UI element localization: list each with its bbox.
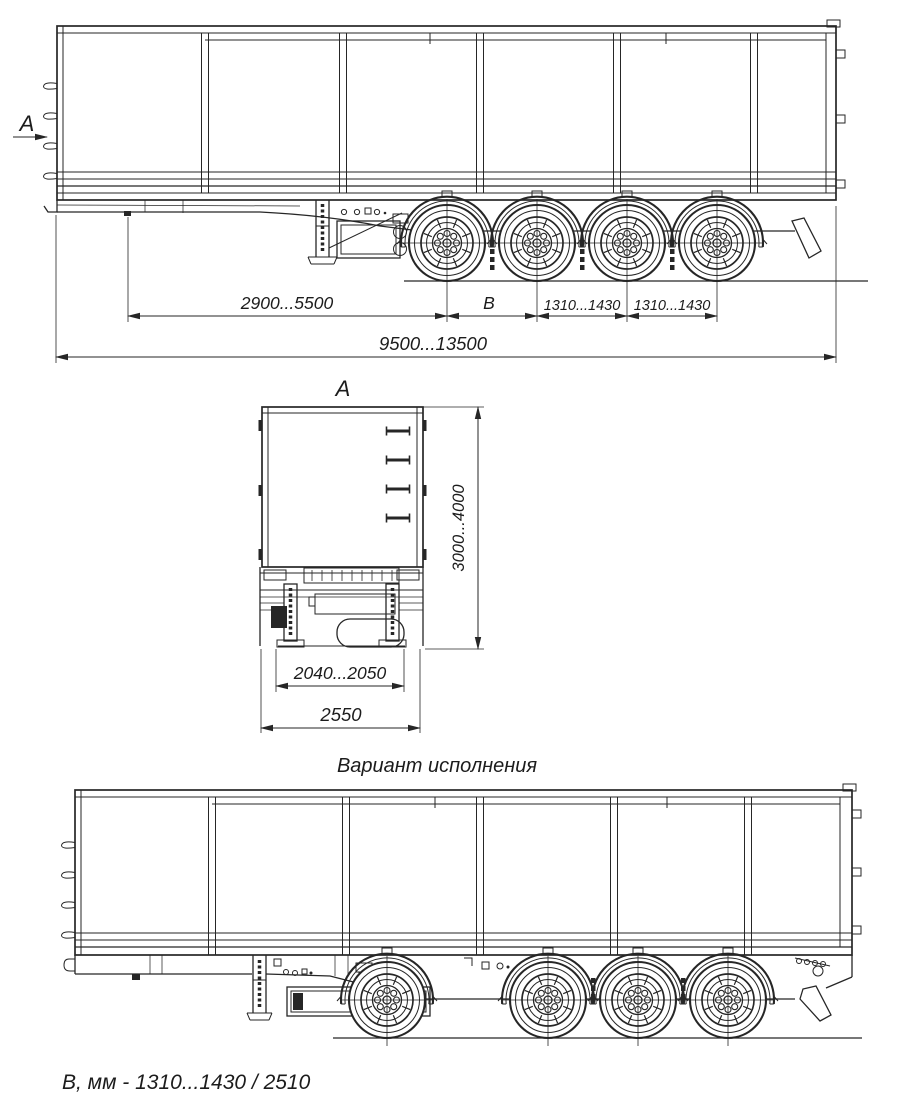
wheel-icon — [401, 199, 493, 289]
wheel-icon — [592, 956, 684, 1046]
rope-hook-icon — [62, 932, 76, 938]
wheel-icon — [502, 956, 594, 1046]
spring-hanger — [591, 978, 596, 999]
ladder-rung-icon — [387, 427, 410, 436]
ladder-rung-icon — [387, 514, 410, 523]
wheel-icon — [671, 199, 763, 289]
front-view-chassis — [260, 567, 423, 647]
front-view-dimensions — [261, 407, 484, 733]
front-view — [259, 376, 485, 733]
wheel-icon — [581, 199, 673, 289]
dim-track-width: 2040...2050 — [293, 663, 387, 683]
footnote-axle-note: В, мм - 1310...1430 / 2510 — [62, 1071, 311, 1094]
wheel-icon — [341, 956, 433, 1046]
front-view-label-a: А — [335, 376, 351, 401]
rope-hook-icon — [44, 173, 58, 179]
kingpin — [124, 211, 131, 216]
front-view-body — [259, 407, 427, 567]
spring-hanger — [670, 249, 675, 270]
rope-hook-icon — [44, 83, 58, 89]
rear-bracket — [792, 218, 821, 258]
rope-hook-icon — [44, 113, 58, 119]
dim-axle-spacing-2: 1310...1430 — [543, 298, 621, 314]
dim-body-height: 3000...4000 — [450, 484, 468, 572]
side-view — [13, 20, 868, 363]
variant-caption: Вариант исполнения — [336, 755, 538, 777]
landing-gear — [247, 955, 272, 1020]
rope-hook-icon — [44, 143, 58, 149]
spring-hanger — [580, 249, 585, 270]
side-view-wheels — [397, 191, 767, 289]
variant-view — [62, 755, 863, 1046]
wheel-icon — [491, 199, 583, 289]
variant-wheels — [337, 948, 778, 1046]
ladder-rung-icon — [387, 485, 410, 494]
dim-overall-width: 2550 — [320, 704, 362, 725]
spring-hanger — [681, 978, 686, 999]
side-view-label-a: А — [19, 111, 35, 136]
wheel-icon — [682, 956, 774, 1046]
variant-body — [62, 784, 862, 955]
ladder-rung-icon — [387, 456, 410, 465]
dim-axle-spacing-3: 1310...1430 — [633, 298, 711, 314]
rope-hook-icon — [62, 872, 76, 878]
dim-kingpin-to-first-axle: 2900...5500 — [240, 293, 334, 313]
dim-axle-spacing-b: В — [483, 293, 495, 313]
rope-hook-icon — [62, 842, 76, 848]
kingpin — [132, 974, 140, 980]
rope-hook-icon — [62, 902, 76, 908]
side-view-body — [44, 20, 846, 200]
spring-hanger — [490, 249, 495, 270]
rear-bracket — [800, 986, 831, 1021]
dim-overall-length: 9500...13500 — [378, 333, 488, 354]
